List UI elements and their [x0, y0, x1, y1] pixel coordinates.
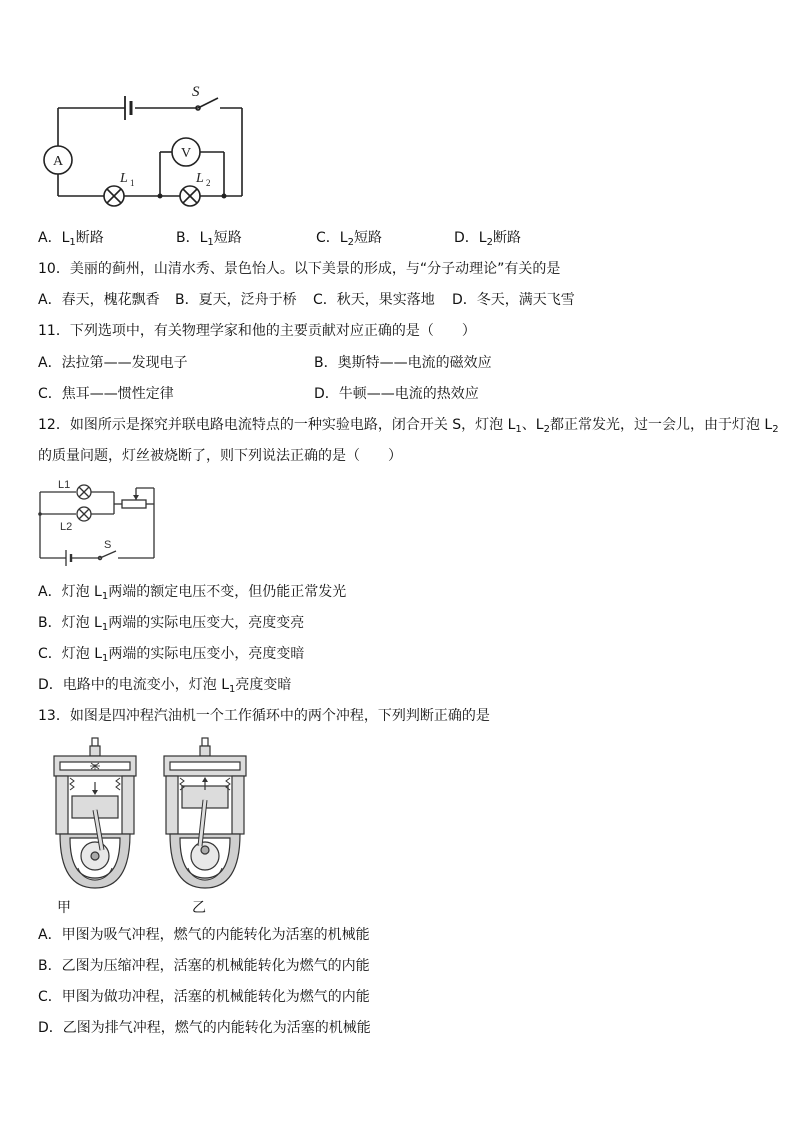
q13-option-b: B．乙图为压缩冲程，活塞的机械能转化为燃气的内能: [38, 958, 370, 974]
q12-option-b: B．灯泡 $L_1$两端的实际电压变大，亮度变亮: [38, 615, 305, 633]
q10-option-b: B．夏天，泛舟于桥: [175, 292, 297, 308]
q13-figure-label-right: 乙: [192, 900, 206, 916]
q12-option-a: A．灯泡 $L_1$两端的额定电压不变，但仍能正常发光: [38, 584, 347, 602]
q9-option-a: A．$L_1$断路: [38, 230, 104, 248]
q13-engine-figure-left: [50, 738, 140, 898]
q9-option-b: B．$L_1$短路: [176, 230, 242, 248]
q11-stem: 11．下列选项中，有关物理学家和他的主要贡献对应正确的是（ ）: [38, 323, 476, 339]
q9-option-c: C．$L_2$短路: [316, 230, 382, 248]
q13-stem: 13．如图是四冲程汽油机一个工作循环中的两个冲程，下列判断正确的是: [38, 708, 490, 724]
ammeter-label: A: [52, 154, 64, 169]
q12-option-c: C．灯泡 $L_1$两端的实际电压变小，亮度变暗: [38, 646, 305, 664]
q12-stem-line1: 12．如图所示是探究并联电路电流特点的一种实验电路，闭合开关 S，灯泡 $L_1$、$L_2$都正常发光，过一会儿，由于灯泡 $L_2$: [38, 417, 779, 435]
lamp2-label-sub: 2: [206, 178, 211, 188]
q13-engine-figure-right: [160, 738, 250, 898]
q12-circuit-figure: [36, 476, 166, 566]
q9-option-d: D．$L_2$断路: [454, 230, 521, 248]
q13-option-c: C．甲图为做功冲程，活塞的机械能转化为燃气的内能: [38, 989, 370, 1005]
q11-option-a: A．法拉第——发现电子: [38, 355, 188, 371]
q11-option-b: B．奥斯特——电流的磁效应: [314, 355, 492, 371]
voltmeter-label: V: [180, 146, 192, 161]
q13-figure-label-left: 甲: [57, 900, 71, 916]
q10-option-d: D．冬天，满天飞雪: [452, 292, 575, 308]
q9-circuit-figure: [30, 82, 270, 222]
q10-stem: 10．美丽的蓟州，山清水秀、景色怡人。以下美景的形成，与“分子动理论”有关的是: [38, 261, 561, 277]
q10-option-c: C．秋天，果实落地: [313, 292, 435, 308]
lamp1-label-sub: 1: [130, 178, 135, 188]
lamp2-label: L: [196, 171, 204, 186]
q12-lamp1-label: L1: [58, 479, 71, 491]
q11-option-c: C．焦耳——惯性定律: [38, 386, 174, 402]
q10-option-a: A．春天，槐花飘香: [38, 292, 160, 308]
q13-option-d: D．乙图为排气冲程，燃气的内能转化为活塞的机械能: [38, 1020, 371, 1036]
switch-label: S: [192, 84, 200, 100]
q12-stem-line2: 的质量问题，灯丝被烧断了，则下列说法正确的是（ ）: [38, 448, 402, 464]
q11-option-d: D．牛顿——电流的热效应: [314, 386, 479, 402]
q12-option-d: D．电路中的电流变小，灯泡 $L_1$亮度变暗: [38, 677, 292, 695]
q12-switch-label: S: [104, 539, 112, 551]
q12-lamp2-label: L2: [60, 521, 73, 533]
lamp1-label: L: [120, 171, 128, 186]
q13-option-a: A．甲图为吸气冲程，燃气的内能转化为活塞的机械能: [38, 927, 370, 943]
